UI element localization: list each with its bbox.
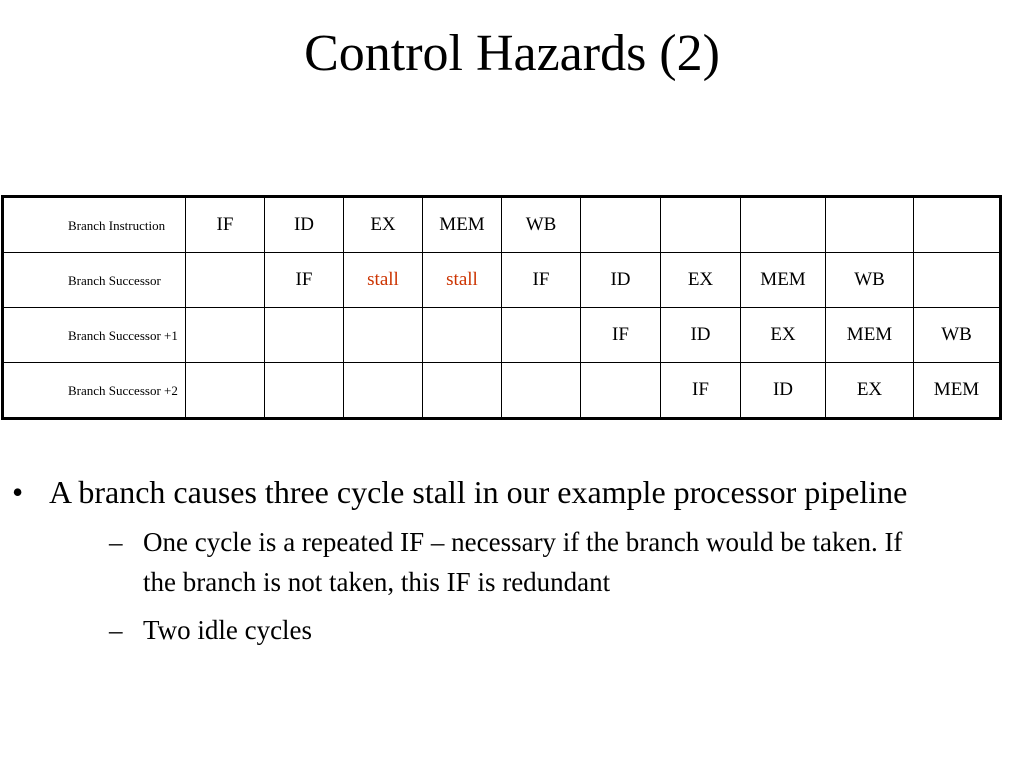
stage-cell	[581, 197, 661, 253]
stage-cell	[423, 363, 502, 419]
stage-cell: IF	[186, 197, 265, 253]
sub-bullet-marker: –	[109, 527, 123, 557]
stage-cell	[186, 308, 265, 363]
stage-cell: ID	[265, 197, 344, 253]
row-label: Branch Successor	[3, 253, 186, 308]
pipeline-row	[3, 308, 1001, 363]
sub-bullet-text: One cycle is a repeated IF – necessary if the branch would be taken. If the branch is not taken, this IF is redundant	[143, 527, 903, 597]
sub-bullet-list	[49, 522, 994, 650]
stage-cell: EX	[741, 308, 826, 363]
stage-cell: EX	[344, 197, 423, 253]
stage-cell	[186, 363, 265, 419]
stall-cell: stall	[344, 253, 423, 308]
stage-cell	[344, 308, 423, 363]
slide-title: Control Hazards (2)	[304, 25, 720, 82]
stage-cell	[502, 363, 581, 419]
stage-cell: IF	[265, 253, 344, 308]
pipeline-table	[1, 195, 1002, 420]
pipeline-row	[3, 197, 1001, 253]
stage-cell	[914, 197, 1001, 253]
stage-cell: IF	[581, 308, 661, 363]
bullet-marker: •	[12, 474, 24, 510]
stage-cell: IF	[502, 253, 581, 308]
stage-cell	[502, 308, 581, 363]
stage-cell: ID	[741, 363, 826, 419]
sub-bullet-text: Two idle cycles	[143, 615, 313, 645]
stage-cell	[265, 363, 344, 419]
sub-bullet-item	[49, 610, 994, 650]
stage-cell	[914, 253, 1001, 308]
row-label: Branch Successor +1	[3, 308, 186, 363]
stage-cell	[581, 363, 661, 419]
bullet-item	[0, 470, 1024, 650]
stall-cell: stall	[423, 253, 502, 308]
stage-cell: ID	[661, 308, 741, 363]
stage-cell: MEM	[914, 363, 1001, 419]
stage-cell	[423, 308, 502, 363]
sub-bullet-marker: –	[109, 615, 123, 645]
stage-cell: WB	[914, 308, 1001, 363]
pipeline-row	[3, 253, 1001, 308]
stage-cell: MEM	[423, 197, 502, 253]
stage-cell	[661, 197, 741, 253]
stage-cell: MEM	[826, 308, 914, 363]
stage-cell: WB	[502, 197, 581, 253]
stage-cell: EX	[826, 363, 914, 419]
stage-cell: MEM	[741, 253, 826, 308]
row-label: Branch Instruction	[3, 197, 186, 253]
pipeline-row	[3, 363, 1001, 419]
stage-cell	[265, 308, 344, 363]
sub-bullet-item	[49, 522, 994, 602]
stage-cell: IF	[661, 363, 741, 419]
stage-cell	[826, 197, 914, 253]
stage-cell	[344, 363, 423, 419]
stage-cell	[186, 253, 265, 308]
stage-cell	[741, 197, 826, 253]
row-label: Branch Successor +2	[3, 363, 186, 419]
bullet-list	[0, 470, 1024, 658]
bullet-text: A branch causes three cycle stall in our example processor pipeline	[49, 474, 908, 510]
stage-cell: ID	[581, 253, 661, 308]
stage-cell: EX	[661, 253, 741, 308]
stage-cell: WB	[826, 253, 914, 308]
